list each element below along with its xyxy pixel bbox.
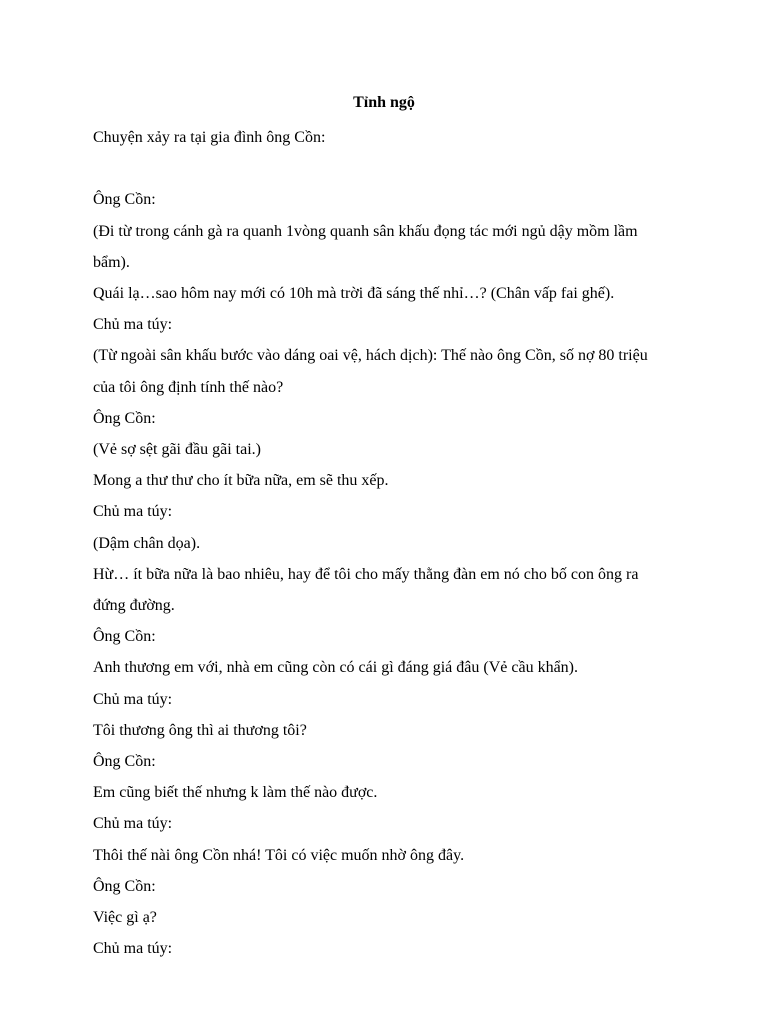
intro-line: Chuyện xảy ra tại gia đình ông Cồn: (93, 129, 326, 146)
dialogue-line: Anh thương em với, nhà em cũng còn có cái gì đáng giá đâu (Vẻ cầu khẩn). (93, 659, 578, 677)
blank-line (93, 153, 663, 184)
speaker-line: Chủ ma túy: (93, 815, 173, 833)
dialogue-line: Quái lạ…sao hôm nay mới có 10h mà trời đã sáng thế nhỉ…? (Chân vấp fai ghế). (93, 285, 615, 302)
speaker-line: Chủ ma túy: (93, 503, 173, 521)
dialogue-line: Việc gì ạ? (93, 909, 157, 927)
stage-direction: (Dậm chân dọa). (93, 534, 201, 552)
dialogue-line: Mong a thư thư cho ít bữa nữa, em sẽ thu xếp. (93, 472, 389, 490)
speaker-line: Ông Cồn: (93, 877, 156, 895)
stage-direction: (Đi từ trong cánh gà ra quanh 1vòng quanh sân khấu đọng tác mới ngủ dậy mồm lầm bẩm). (93, 222, 638, 271)
dialogue-line: Tôi thương ông thì ai thương tôi? (93, 721, 307, 739)
speaker-line: Ông Cồn: (93, 191, 156, 209)
speaker-line: Chủ ma túy: (93, 316, 173, 334)
document-title: Tỉnh ngộ (353, 94, 415, 111)
speaker-line: Chủ ma túy: (93, 690, 173, 708)
speaker-line: Ông Cồn: (93, 409, 156, 427)
stage-direction: (Vẻ sợ sệt gãi đầu gãi tai.) (93, 441, 261, 459)
dialogue-line: Em cũng biết thế nhưng k làm thế nào được. (93, 784, 378, 802)
document-body (93, 122, 663, 964)
dialogue-line: (Từ ngoài sân khấu bước vào dáng oai vệ, hách dịch): Thế nào ông Cồn, số nợ 80 triệu của tôi ông định tính thế nào? (93, 347, 648, 396)
speaker-line: Chủ ma túy: (93, 940, 173, 958)
speaker-line: Ông Cồn: (93, 753, 156, 771)
dialogue-line: Hừ… ít bữa nữa là bao nhiêu, hay để tôi cho mấy thằng đàn em nó cho bố con ông ra đứng đường. (93, 565, 639, 615)
speaker-line: Ông Cồn: (93, 628, 156, 646)
dialogue-line: Thôi thế nài ông Cồn nhá! Tôi có việc muốn nhờ ông đây. (93, 846, 465, 864)
